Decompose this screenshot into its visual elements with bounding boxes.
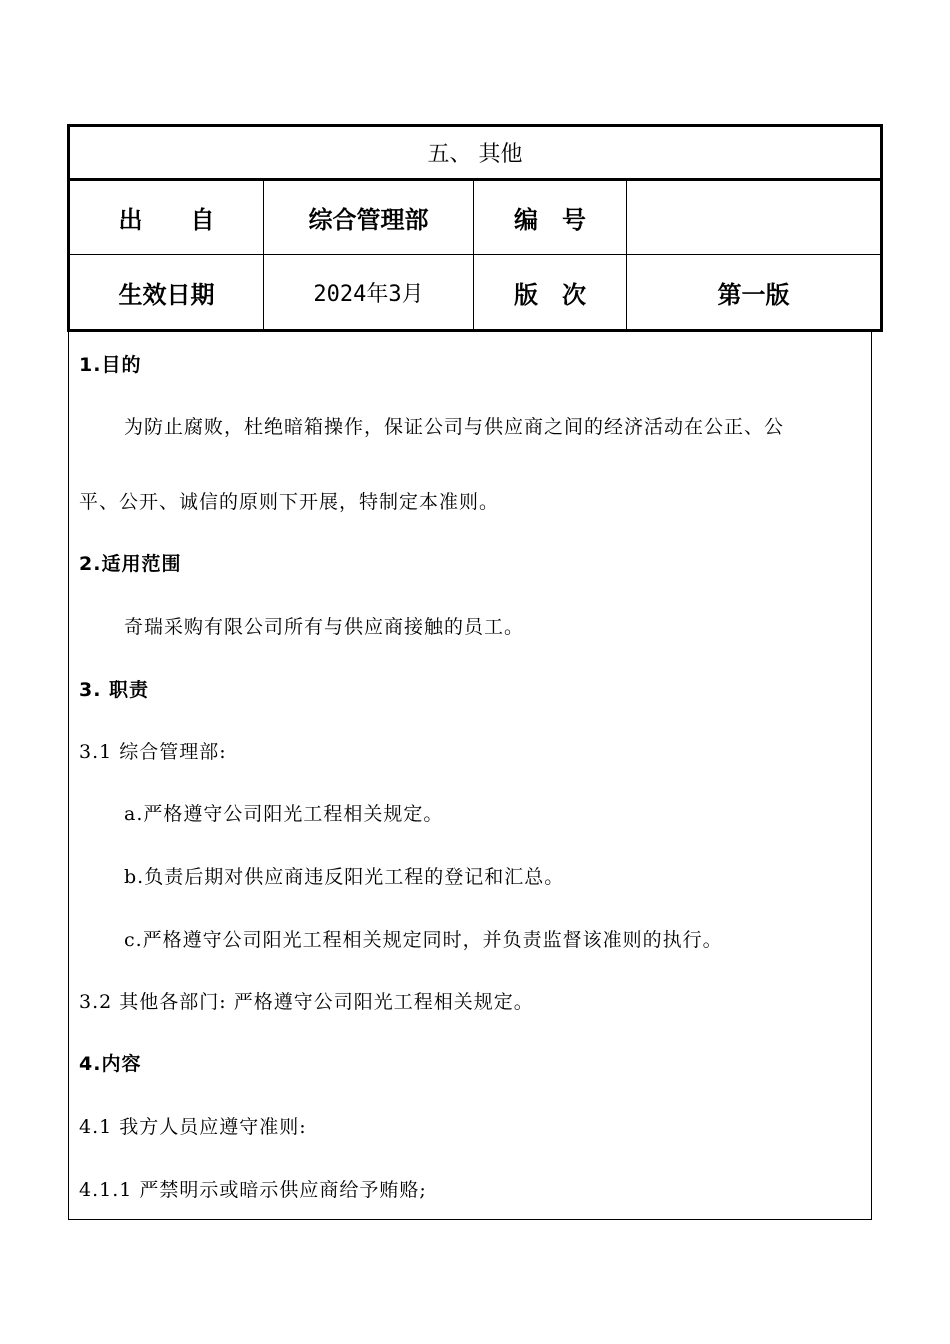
source-label: 出 自: [118, 206, 215, 234]
purpose-paragraph-line-1: 为防止腐败，杜绝暗箱操作，保证公司与供应商之间的经济活动在公正、公: [124, 416, 785, 438]
number-label: 编 号: [514, 206, 586, 234]
section-heading-purpose: 1.目的: [79, 354, 142, 376]
section-title: 五、 其他: [70, 127, 880, 181]
header-grid: [70, 181, 880, 329]
responsibility-3-1: 3.1 综合管理部:: [79, 741, 227, 763]
source-value: 综合管理部: [308, 206, 429, 234]
responsibility-3-2: 3.2 其他各部门: 严格遵守公司阳光工程相关规定。: [79, 991, 534, 1013]
effective-date-value: 2024年3月: [313, 281, 424, 307]
responsibility-3-1-c: c.严格遵守公司阳光工程相关规定同时，并负责监督该准则的执行。: [124, 929, 723, 951]
version-label: 版 次: [514, 280, 586, 309]
document-body: [68, 332, 872, 1220]
effective-date-label: 生效日期: [118, 280, 215, 309]
content-4-1: 4.1 我方人员应遵守准则:: [79, 1116, 307, 1138]
section-heading-responsibilities: 3. 职责: [79, 679, 150, 701]
number-value: [627, 181, 880, 254]
document-header-table: [67, 124, 883, 332]
version-value: 第一版: [717, 280, 790, 309]
purpose-paragraph-line-2: 平、公开、诚信的原则下开展，特制定本准则。: [79, 491, 500, 513]
section-heading-content: 4.内容: [79, 1053, 142, 1075]
section-heading-scope: 2.适用范围: [79, 553, 182, 575]
responsibility-3-1-a: a.严格遵守公司阳光工程相关规定。: [124, 803, 444, 825]
content-4-1-1: 4.1.1 严禁明示或暗示供应商给予贿赂;: [79, 1179, 427, 1201]
responsibility-3-1-b: b.负责后期对供应商违反阳光工程的登记和汇总。: [124, 866, 565, 888]
scope-paragraph: 奇瑞采购有限公司所有与供应商接触的员工。: [124, 616, 525, 638]
